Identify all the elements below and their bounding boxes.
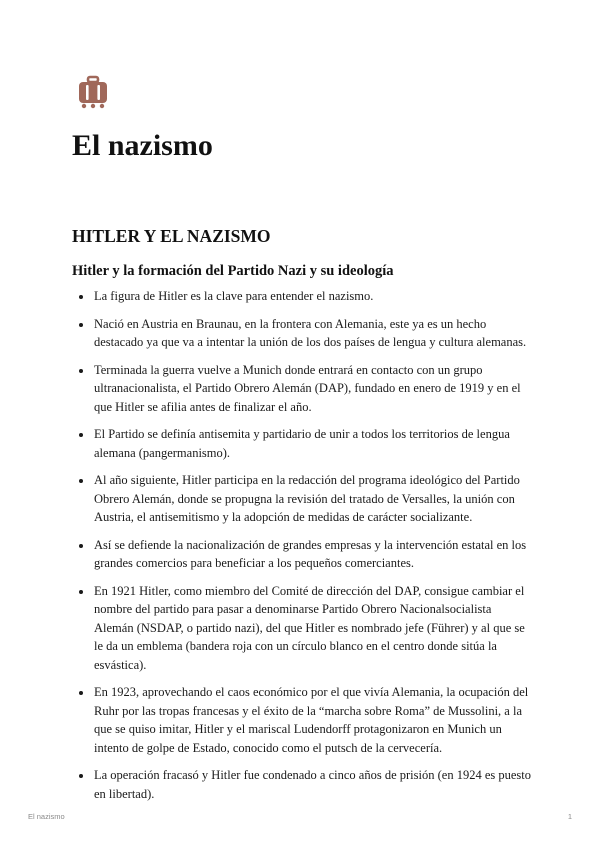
list-item	[72, 361, 532, 417]
list-item-text: En 1923, aprovechando el caos económico por el que vivía Alemania, la ocupación del Ruhr por las tropas francesas y el éxito de la “marcha sobre Roma” de Mussolini, a la que se quiso imitar, Hitler y el mariscal Ludendorff protagonizaron en Munich un intento de golpe de Estado, conocido como el putsch de la cervecería.	[94, 685, 529, 755]
list-item	[72, 315, 532, 352]
bullet-marker	[79, 479, 83, 483]
list-item-text: La figura de Hitler es la clave para entender el nazismo.	[94, 289, 374, 303]
list-item	[72, 766, 532, 803]
luggage-icon	[76, 75, 110, 109]
list-item	[72, 471, 532, 527]
bullet-marker	[79, 323, 83, 327]
bullet-marker	[79, 295, 83, 299]
list-item	[72, 683, 532, 757]
list-item-text: Terminada la guerra vuelve a Munich donde entrará en contacto con un grupo ultranacionalista, el Partido Obrero Alemán (DAP), fundado en enero de 1919 y en el que Hitler se afilia antes de finalizar el año.	[94, 362, 521, 414]
list-item-text: Al año siguiente, Hitler participa en la redacción del programa ideológico del Partido Obrero Alemán, donde se propugna la revisión del tratado de Versalles, la unión con Austria, el antisemitismo y la adopción de medidas de carácter socializante.	[94, 473, 520, 524]
list-item-text: Nació en Austria en Braunau, en la frontera con Alemania, este ya es un hecho destacado ya que va a intentar la unión de los dos países de lengua y cultura alemanas.	[94, 316, 527, 349]
bullet-marker	[79, 433, 83, 437]
bullet-marker	[79, 590, 83, 594]
section-heading: HITLER Y EL NAZISMO	[72, 226, 271, 246]
list-item	[72, 287, 532, 306]
document-title: El nazismo	[72, 129, 213, 162]
list-item-text: Así se defiende la nacionalización de grandes empresas y la intervención estatal en los grandes comercios para beneficiar a los pequeños comerciantes.	[94, 537, 527, 570]
subsection-heading: Hitler y la formación del Partido Nazi y su ideología	[72, 263, 394, 279]
bullet-marker	[79, 369, 83, 373]
bullet-marker	[79, 774, 83, 778]
bullet-marker	[79, 544, 83, 548]
list-item-text: En 1921 Hitler, como miembro del Comité de dirección del DAP, consigue cambiar el nombre del partido para pasar a denominarse Partido Obrero Nacionalsocialista Alemán (NSDAP, o partido nazi), del que Hitler es nombrado jefe (Führer) y al que se le da un emblema (bandera roja con un círculo blanco en el centro donde sitúa la esvástica).	[94, 583, 525, 672]
list-item	[72, 582, 532, 675]
footer-title: El nazismo	[28, 812, 65, 821]
bullet-list	[72, 287, 532, 812]
bullet-marker	[79, 691, 83, 695]
footer-page-number: 1	[567, 812, 572, 821]
list-item	[72, 536, 532, 573]
list-item	[72, 425, 532, 462]
list-item-text: El Partido se definía antisemita y partidario de unir a todos los territorios de lengua alemana (pangermanismo).	[94, 427, 510, 460]
list-item-text: La operación fracasó y Hitler fue condenado a cinco años de prisión (en 1924 es puesto en libertad).	[94, 768, 531, 801]
